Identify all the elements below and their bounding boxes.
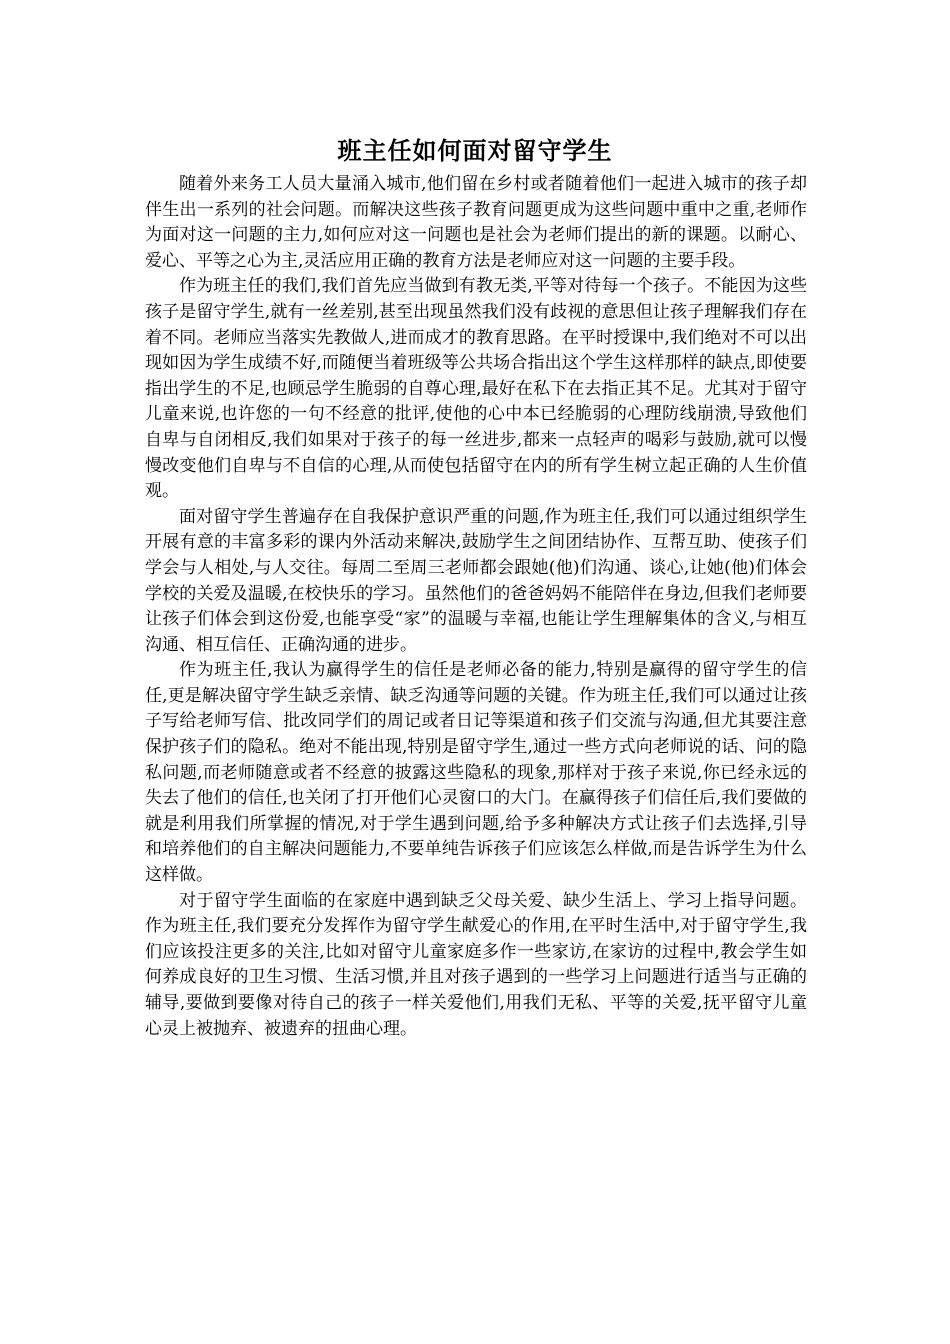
document-title: 班主任如何面对留守学生 — [337, 136, 613, 165]
paragraph: 随着外来务工人员大量涌入城市,他们留在乡村或者随着他们一起进入城市的孩子却伴生出一系列的社会问题。而解决这些孩子教育问题更成为这些问题中重中之重,老师作为面对这一问题的主力,如何应对这一问题也是社会为老师们提出的新的课题。以耐心、爱心、平等之心为主,灵活应用正确的教育方法是老师应对这一问题的主要手段。 — [145, 174, 807, 271]
paragraph: 作为班主任的我们,我们首先应当做到有教无类,平等对待每一个孩子。不能因为这些孩子是留守学生,就有一丝差别,甚至出现虽然我们没有歧视的意思但让孩子理解我们存在着不同。老师应当落实先教做人,进而成才的教育思路。在平时授课中,我们绝对不可以出现如因为学生成绩不好,而随便当着班级等公共场合指出这个学生这样那样的缺点,即使要指出学生的不足,也顾忌学生脆弱的自尊心理,最好在私下在去指正其不足。尤其对于留守儿童来说,也许您的一句不经意的批评,使他的心中本已经脆弱的心理防线崩溃,导致他们自卑与自闭相反,我们如果对于孩子的每一丝进步,都来一点轻声的喝彩与鼓励,就可以慢慢改变他们自卑与不自信的心理,从而使包括留守在内的所有学生树立起正确的人生价值观。 — [145, 276, 807, 502]
paragraph: 面对留守学生普遍存在自我保护意识严重的问题,作为班主任,我们可以通过组织学生开展有意的丰富多彩的课内外活动来解决,鼓励学生之间团结协作、互帮互助、使孩子们学会与人相处,与人交往。每周二至周三老师都会跟她(他)们沟通、谈心,让她(他)们体会学校的关爱及温暖,在校快乐的学习。虽然他们的爸爸妈妈不能陪伴在身边,但我们老师要让孩子们体会到这份爱,也能享受“家”的温暖与幸福,也能让学生理解集体的含义,与相互沟通、相互信任、正确沟通的进步。 — [145, 506, 807, 655]
paragraph: 作为班主任,我认为赢得学生的信任是老师必备的能力,特别是赢得的留守学生的信任,更是解决留守学生缺乏亲情、缺乏沟通等问题的关键。作为班主任,我们可以通过让孩子写给老师写信、批改同学们的周记或者日记等渠道和孩子们交流与沟通,但尤其要注意保护孩子们的隐私。绝对不能出现,特别是留守学生,通过一些方式向老师说的话、问的隐私问题,而老师随意或者不经意的披露这些隐私的现象,那样对于孩子来说,你已经永远的失去了他们的信任,也关闭了打开他们心灵窗口的大门。在赢得孩子们信任后,我们要做的就是利用我们所掌握的情况,对于学生遇到问题,给予多种解决方式让孩子们去选择,引导和培养他们的自主解决问题能力,不要单纯告诉孩子们应该怎么样做,而是告诉学生为什么这样做。 — [145, 660, 807, 886]
paragraph: 对于留守学生面临的在家庭中遇到缺乏父母关爱、缺少生活上、学习上指导问题。作为班主任,我们要充分发挥作为留守学生献爱心的作用,在平时生活中,对于留守学生,我们应该投注更多的关注,比如对留守儿童家庭多作一些家访,在家访的过程中,教会学生如何养成良好的卫生习惯、生活习惯,并且对孩子遇到的一些学习上问题进行适当与正确的辅导,要做到要像对待自己的孩子一样关爱他们,用我们无私、平等的关爱,抚平留守儿童心灵上被抛弃、被遗弃的扭曲心理。 — [145, 890, 807, 1039]
document-body — [145, 172, 807, 1042]
